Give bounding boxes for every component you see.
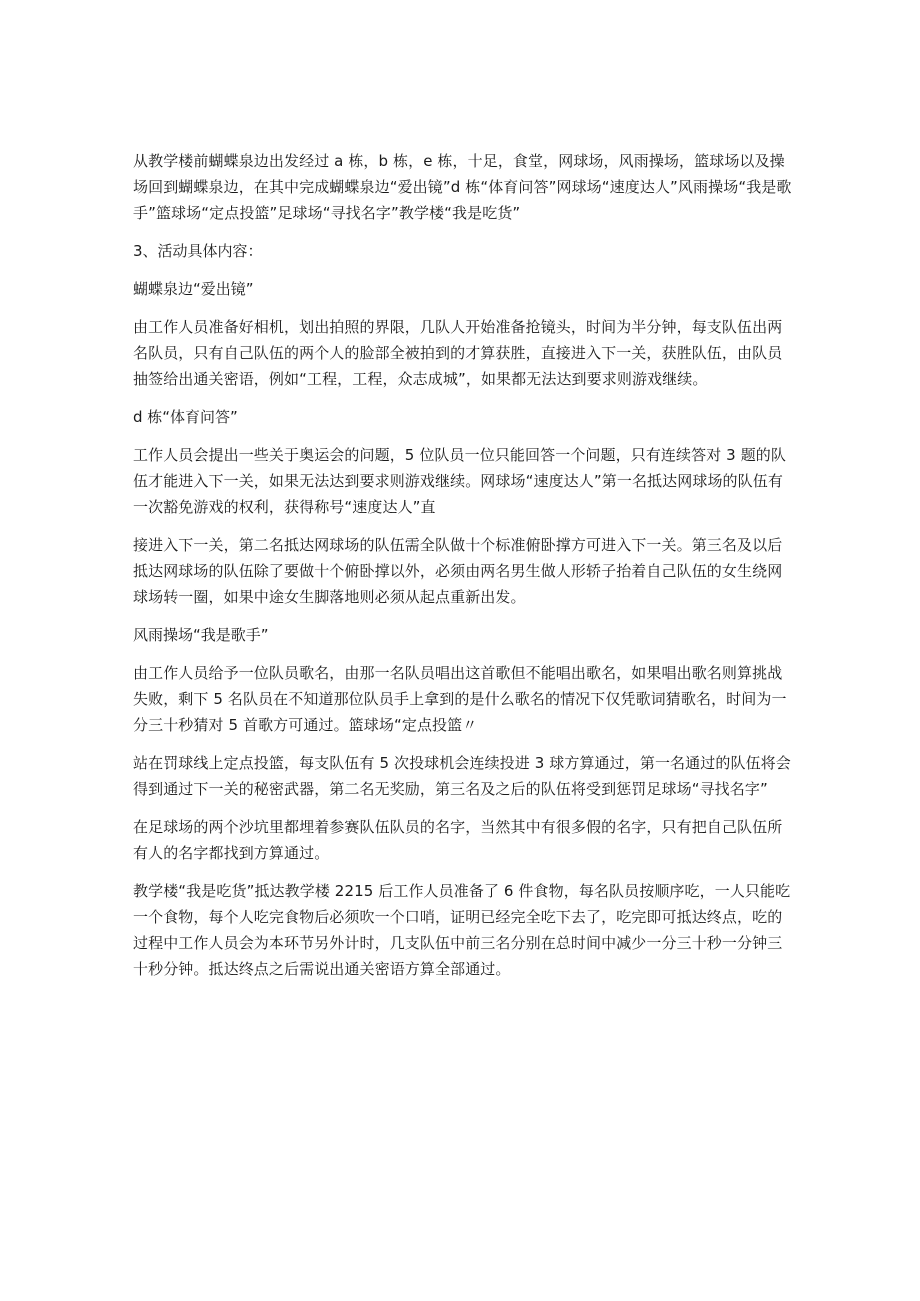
spacer [133,802,793,814]
spacer [133,226,793,238]
paragraph-football: 在足球场的两个沙坑里都埋着参赛队伍队员的名字，当然其中有很多假的名字，只有把自己队伍所有人的名字都找到方算通过。 [133,818,783,862]
route-paragraph: 从教学楼前蝴蝶泉边出发经过 a 栋，b 栋，e 栋，十足，食堂，网球场，风雨操场，篮球场以及操场回到蝴蝶泉边，在其中完成蝴蝶泉边“爱出镜”d 栋“体育问答”网球场“速度达人”风雨操场“我是歌手”篮球场“定点投篮”足球场“寻找名字”教学楼“我是吃货” [133,152,792,222]
spacer [133,520,793,532]
spacer [133,264,793,276]
spacer [133,648,793,660]
spacer [133,866,793,878]
paragraph-teaching-building: 教学楼“我是吃货”抵达教学楼 2215 后工作人员准备了 6 件食物，每名队员按顺序吃，一人只能吃一个食物，每个人吃完食物后必须吹一个口哨，证明已经完全吃下去了，吃完即可抵达终点，吃的过程中工作人员会为本环节另外计时，几支队伍中前三名分别在总时间中减少一分三十秒一分钟三十秒分钟。抵达终点之后需说出通关密语方算全部通过。 [133,882,791,978]
paragraph-singer: 由工作人员给予一位队员歌名，由那一名队员唱出这首歌但不能唱出歌名，如果唱出歌名则算挑战失败，剩下 5 名队员在不知道那位队员手上拿到的是什么歌名的情况下仅凭歌词猜歌名，时间为一分三十秒猜对 5 首歌方可通过。篮球场“定点投篮〃 [133,664,787,734]
heading-butterfly-spring: 蝴蝶泉边“爱出镜” [133,280,254,298]
spacer [133,610,793,622]
spacer [133,302,793,314]
spacer [133,392,793,404]
paragraph-tennis-court: 接进入下一关，第二名抵达网球场的队伍需全队做十个标准俯卧撑方可进入下一关。第三名及以后抵达网球场的队伍除了要做十个俯卧撑以外，必须由两名男生做人形轿子抬着自己队伍的女生绕网球场转一圈，如果中途女生脚落地则必须从起点重新出发。 [133,536,783,606]
heading-singer: 风雨操场“我是歌手” [133,626,269,644]
spacer [133,738,793,750]
paragraph-d-building: 工作人员会提出一些关于奥运会的问题，5 位队员一位只能回答一个问题，只有连续答对 3 题的队伍才能进入下一关，如果无法达到要求则游戏继续。网球场“速度达人”第一名抵达网球场的队伍有一次豁免游戏的权利，获得称号“速度达人”直 [133,446,786,516]
heading-d-building: d 栋“体育问答” [133,408,238,426]
section-heading-activity-content: 3、活动具体内容： [133,242,263,260]
paragraph-basketball: 站在罚球线上定点投篮，每支队伍有 5 次投球机会连续投进 3 球方算通过，第一名通过的队伍将会得到通过下一关的秘密武器，第二名无奖励，第三名及之后的队伍将受到惩罚足球场“寻找名字” [133,754,791,798]
paragraph-butterfly-spring: 由工作人员准备好相机，划出拍照的界限，几队人开始准备抢镜头，时间为半分钟，每支队伍出两名队员，只有自己队伍的两个人的脸部全被拍到的才算获胜，直接进入下一关，获胜队伍，由队员抽签给出通关密语，例如“工程，工程，众志成城”，如果都无法达到要求则游戏继续。 [133,318,783,388]
spacer [133,430,793,442]
document-body [133,148,793,982]
